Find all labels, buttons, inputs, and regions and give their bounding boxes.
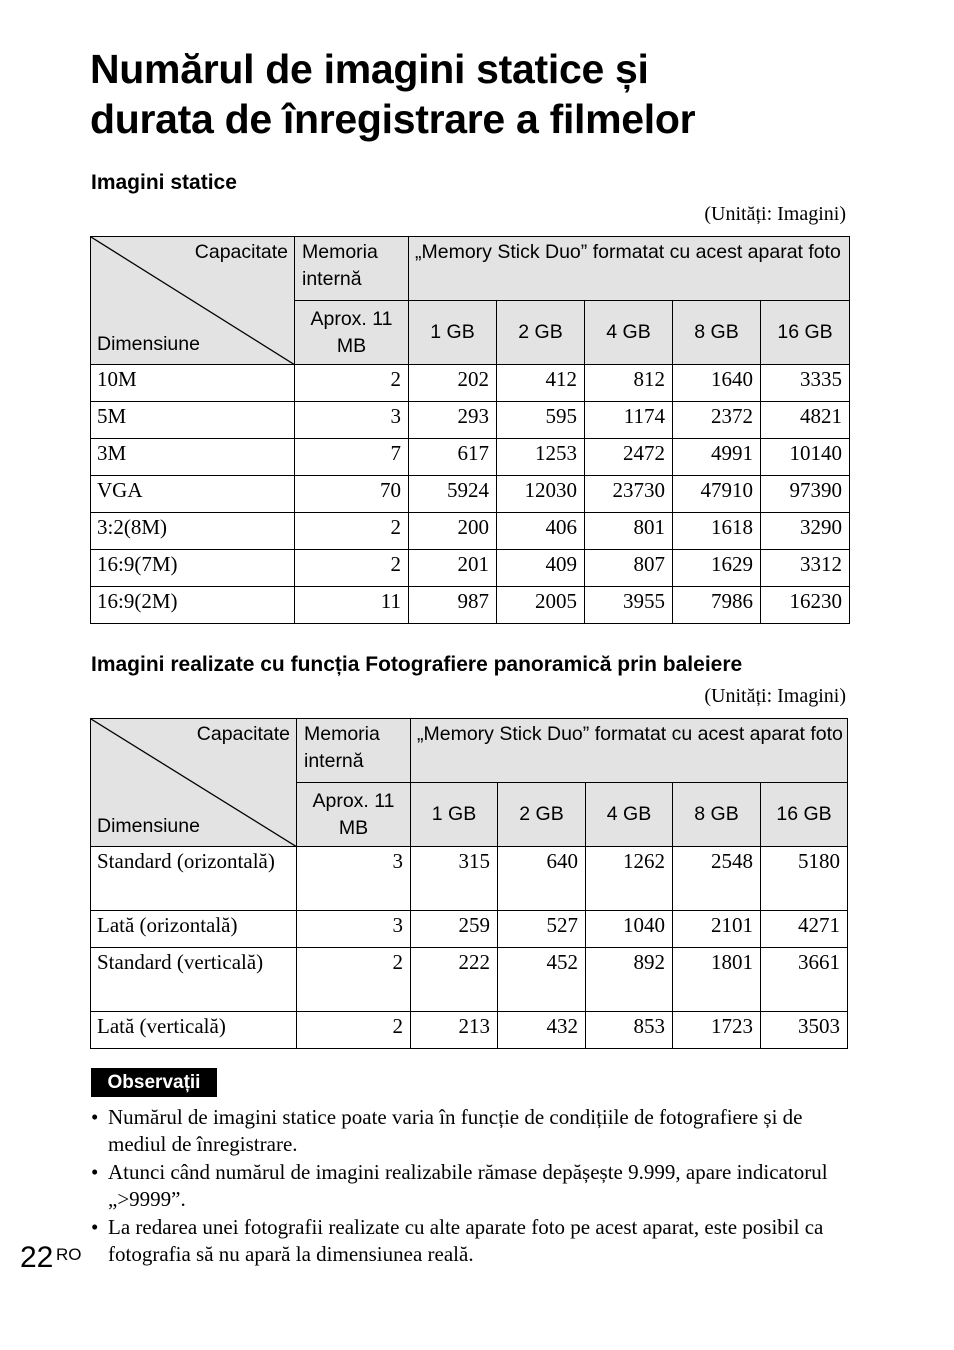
capacity-label: Capacitate bbox=[194, 241, 288, 263]
still-images-units: (Unități: Imagini) bbox=[704, 203, 846, 225]
row-label: Lată (verticală) bbox=[91, 1012, 297, 1049]
capacity-header: 8 GB bbox=[673, 301, 761, 365]
table-cell: 4991 bbox=[673, 439, 761, 476]
table-cell: 11 bbox=[295, 587, 409, 624]
capacity-header: 16 GB bbox=[761, 301, 850, 365]
table-cell: 10140 bbox=[761, 439, 850, 476]
table-row bbox=[91, 365, 850, 402]
table-cell: 892 bbox=[586, 948, 673, 1012]
table-cell: 3 bbox=[295, 402, 409, 439]
table-cell: 23730 bbox=[585, 476, 673, 513]
notes-list bbox=[91, 1104, 851, 1269]
capacity-header: 2 GB bbox=[498, 783, 586, 847]
capacity-header: Aprox. 11 MB bbox=[295, 301, 409, 365]
row-label: Standard (verticală) bbox=[91, 948, 297, 1012]
table-row bbox=[91, 439, 850, 476]
capacity-header: 16 GB bbox=[761, 783, 848, 847]
bullet: • bbox=[91, 1105, 99, 1129]
table-cell: 2 bbox=[295, 365, 409, 402]
table-cell: 595 bbox=[497, 402, 585, 439]
panorama-units: (Unități: Imagini) bbox=[704, 685, 846, 707]
table-cell: 3 bbox=[297, 911, 411, 948]
table-cell: 1801 bbox=[673, 948, 761, 1012]
table-row bbox=[91, 948, 848, 1012]
table-cell: 1262 bbox=[586, 847, 673, 911]
row-label: VGA bbox=[91, 476, 295, 513]
table-cell: 3 bbox=[297, 847, 411, 911]
table-cell: 409 bbox=[497, 550, 585, 587]
bullet: • bbox=[91, 1160, 99, 1184]
table-row bbox=[91, 847, 848, 911]
table-cell: 315 bbox=[411, 847, 498, 911]
memory-stick-header: „Memory Stick Duo” formatat cu acest aparat foto bbox=[411, 719, 848, 783]
table-cell: 1040 bbox=[586, 911, 673, 948]
row-label: Standard (orizontală) bbox=[91, 847, 297, 911]
table-cell: 201 bbox=[409, 550, 497, 587]
capacity-label: Capacitate bbox=[196, 723, 290, 745]
table-cell: 640 bbox=[498, 847, 586, 911]
table-corner-header bbox=[91, 719, 297, 847]
table-cell: 222 bbox=[411, 948, 498, 1012]
table-cell: 2101 bbox=[673, 911, 761, 948]
bullet: • bbox=[91, 1215, 99, 1239]
table-cell: 1640 bbox=[673, 365, 761, 402]
internal-memory-header: Memoria internă bbox=[297, 719, 411, 783]
note-text: La redarea unei fotografii realizate cu alte aparate foto pe acest aparat, este posibil ca fotografia să nu apară la dimensiunea reală. bbox=[108, 1215, 824, 1266]
table-cell: 200 bbox=[409, 513, 497, 550]
table-row bbox=[91, 402, 850, 439]
table-cell: 7986 bbox=[673, 587, 761, 624]
row-label: 10M bbox=[91, 365, 295, 402]
table-row bbox=[91, 587, 850, 624]
table-cell: 1253 bbox=[497, 439, 585, 476]
capacity-header: 4 GB bbox=[585, 301, 673, 365]
note-text: Numărul de imagini statice poate varia în funcție de condițiile de fotografiere și de mediul de înregistrare. bbox=[108, 1105, 803, 1156]
capacity-header: 1 GB bbox=[411, 783, 498, 847]
row-label: 16:9(7M) bbox=[91, 550, 295, 587]
list-item bbox=[91, 1104, 851, 1158]
table-cell: 406 bbox=[497, 513, 585, 550]
list-item bbox=[91, 1214, 851, 1268]
table-cell: 412 bbox=[497, 365, 585, 402]
table-cell: 812 bbox=[585, 365, 673, 402]
table-cell: 259 bbox=[411, 911, 498, 948]
row-label: 3:2(8M) bbox=[91, 513, 295, 550]
table-row bbox=[91, 513, 850, 550]
table-cell: 807 bbox=[585, 550, 673, 587]
table-cell: 1174 bbox=[585, 402, 673, 439]
page-title-line-2: durata de înregistrare a filmelor bbox=[90, 96, 696, 142]
notes-badge: Observații bbox=[91, 1068, 217, 1097]
table-cell: 1629 bbox=[673, 550, 761, 587]
row-label: 5M bbox=[91, 402, 295, 439]
table-cell: 2005 bbox=[497, 587, 585, 624]
row-label: Lată (orizontală) bbox=[91, 911, 297, 948]
capacity-header: 8 GB bbox=[673, 783, 761, 847]
table-cell: 3290 bbox=[761, 513, 850, 550]
table-cell: 432 bbox=[498, 1012, 586, 1049]
page-title bbox=[90, 44, 910, 144]
capacity-header: Aprox. 11 MB bbox=[297, 783, 411, 847]
table-cell: 3955 bbox=[585, 587, 673, 624]
table-cell: 97390 bbox=[761, 476, 850, 513]
page-title-line-1: Numărul de imagini statice și bbox=[90, 46, 649, 92]
table-cell: 617 bbox=[409, 439, 497, 476]
table-row bbox=[91, 911, 848, 948]
table-cell: 3335 bbox=[761, 365, 850, 402]
table-corner-header bbox=[91, 237, 295, 365]
table-cell: 3503 bbox=[761, 1012, 848, 1049]
size-label: Dimensiune bbox=[97, 815, 200, 837]
table-cell: 2 bbox=[295, 513, 409, 550]
table-cell: 202 bbox=[409, 365, 497, 402]
table-row bbox=[91, 476, 850, 513]
table-cell: 2 bbox=[295, 550, 409, 587]
internal-memory-header: Memoria internă bbox=[295, 237, 409, 301]
table-cell: 3312 bbox=[761, 550, 850, 587]
page-language-code: RO bbox=[56, 1245, 82, 1264]
table-cell: 2 bbox=[297, 948, 411, 1012]
still-images-table bbox=[90, 236, 850, 624]
table-row bbox=[91, 1012, 848, 1049]
table-cell: 801 bbox=[585, 513, 673, 550]
capacity-header: 2 GB bbox=[497, 301, 585, 365]
table-cell: 213 bbox=[411, 1012, 498, 1049]
table-cell: 452 bbox=[498, 948, 586, 1012]
panorama-table bbox=[90, 718, 848, 1049]
note-text: Atunci când numărul de imagini realizabile rămase depășește 9.999, apare indicatorul „>9999”. bbox=[108, 1160, 828, 1211]
row-label: 3M bbox=[91, 439, 295, 476]
table-cell: 2372 bbox=[673, 402, 761, 439]
table-cell: 47910 bbox=[673, 476, 761, 513]
capacity-header: 1 GB bbox=[409, 301, 497, 365]
table-cell: 1618 bbox=[673, 513, 761, 550]
row-label: 16:9(2M) bbox=[91, 587, 295, 624]
table-cell: 293 bbox=[409, 402, 497, 439]
table-cell: 4821 bbox=[761, 402, 850, 439]
panorama-heading: Imagini realizate cu funcția Fotografiere panoramică prin baleiere bbox=[91, 653, 743, 676]
table-cell: 3661 bbox=[761, 948, 848, 1012]
table-cell: 4271 bbox=[761, 911, 848, 948]
table-row bbox=[91, 550, 850, 587]
capacity-header: 4 GB bbox=[586, 783, 673, 847]
still-images-heading: Imagini statice bbox=[91, 171, 237, 194]
table-cell: 853 bbox=[586, 1012, 673, 1049]
table-cell: 2472 bbox=[585, 439, 673, 476]
table-cell: 527 bbox=[498, 911, 586, 948]
table-cell: 5180 bbox=[761, 847, 848, 911]
table-cell: 5924 bbox=[409, 476, 497, 513]
list-item bbox=[91, 1159, 851, 1213]
table-cell: 7 bbox=[295, 439, 409, 476]
memory-stick-header: „Memory Stick Duo” formatat cu acest aparat foto bbox=[409, 237, 850, 301]
table-cell: 1723 bbox=[673, 1012, 761, 1049]
table-cell: 987 bbox=[409, 587, 497, 624]
table-cell: 2 bbox=[297, 1012, 411, 1049]
table-cell: 16230 bbox=[761, 587, 850, 624]
table-cell: 12030 bbox=[497, 476, 585, 513]
page-number: 22 bbox=[20, 1241, 54, 1274]
table-cell: 70 bbox=[295, 476, 409, 513]
table-cell: 2548 bbox=[673, 847, 761, 911]
size-label: Dimensiune bbox=[97, 333, 200, 355]
